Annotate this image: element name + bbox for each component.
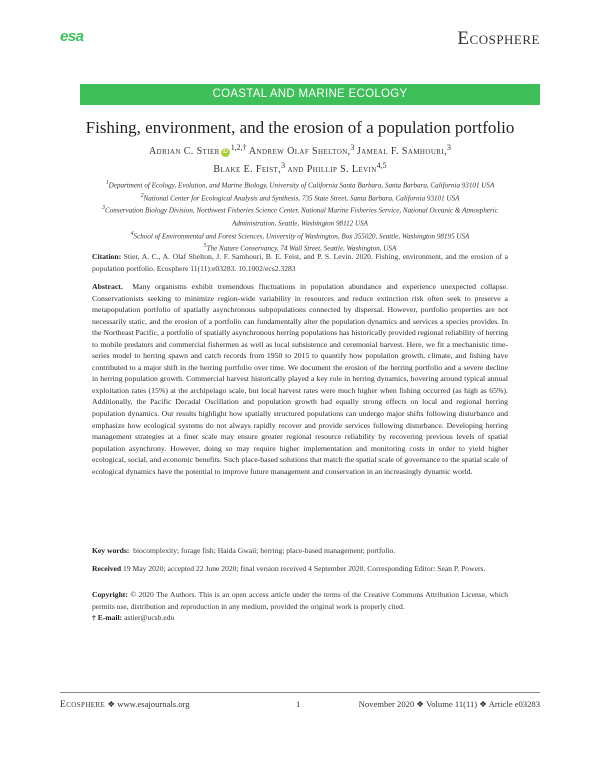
- abstract-label: Abstract.: [92, 282, 123, 291]
- affiliation: $^4$School of Environmental and Forest Sciences, University of Washington, Box 355020, Seattle, Washington 98195 USA: [130, 230, 470, 240]
- copyright: Copyright: © 2020 The Authors. This is an open access article under the terms of the Creative Commons Attribution License, which permits use, distribution and reproduction in any medium, provided the original work is properly cited.: [92, 590, 508, 611]
- author[interactable]: Jameal F. Samhouri,$^3$: [356, 143, 451, 158]
- author[interactable]: Andrew Olaf Shelton,$^3$: [248, 143, 355, 158]
- affiliation: $^5$The Nature Conservancy, 74 Wall Street, Seattle, Washington, USA: [203, 243, 397, 253]
- affiliation: $^3$Conservation Biology Division, Northwest Fisheries Science Center, National Marine Fisheries Service, National Oceanic & Atmospheric: [102, 205, 498, 215]
- footer-article: Article e03283: [488, 699, 540, 709]
- footer-separator: ❖: [107, 699, 116, 709]
- author[interactable]: Adrian C. Stier $iD^{1,2,\dagger}$: [149, 143, 247, 158]
- author-list: [80, 141, 520, 177]
- email-link[interactable]: astier@ucsb.edu: [124, 613, 175, 622]
- section-banner: COASTAL AND MARINE ECOLOGY: [80, 84, 540, 105]
- abstract-text: Many organisms exhibit tremendous fluctuations in population abundance and experience unexpected collapse. Conservationists seeking to minimize region-wide variability in resources and reduce extinction risk often seek to preserve a metapopulation portfolio of spatially asynchronous subpopulations connected by dispersal. However, portfolio properties are not necessarily static, and the erosion of a portfolio can fundamentally alter the population dynamics and services a species provides. In the Northeast Pacific, a portfolio of spatially asynchronous herring populations has historically provided regional reliability of herring to mobile predators and commercial fishermen as well as local subsistence and ceremonial harvest. Here, we fit a mechanistic time-series model to herring spawn and catch records from 1950 to 2015 to quantify how population growth, climate, and fishing have contributed to a major shift in the herring portfolio over time. We document the erosion of the herring portfolio and a severe decline in herring population growth. Commercial harvest historically played a key role in herring dynamics, hovering around typical annual exploitation rates (15%) at the archipelago scale, but local harvest rates were much higher when fishing occurred (as high as 65%). Additionally, the Pacific Decadal Oscillation and population growth had equally strong effects on local and regional herring population dynamics. Our results highlight how spatially structured populations can undergo major shifts following disturbance and emphasize how ecological systems do not always rapidly recover and provide services following disturbance. Developing herring management strategies at a finer scale may ensure greater regional resource reliability by recovering previous levels of spatial population asynchrony. However, doing so may require higher implementation and monitoring costs in order to yield higher ecological, social, and economic benefits. Such place-based solutions that match the spatial scale of governance to the spatial scale of ecological dynamics have the potential to improve future management and conservation in an increasingly dynamic world.: [92, 282, 509, 476]
- article-title: Fishing, environment, and the erosion of a population portfolio: [85, 118, 515, 137]
- footer-date: November 2020: [358, 699, 415, 709]
- affiliations: [60, 178, 540, 254]
- page-number: 1: [296, 699, 301, 709]
- affiliation: $^2$National Center for Ecological Analysis and Synthesis, 735 State Street, Santa Barbara, California 93101 USA: [140, 192, 460, 203]
- footer-journal: Ecosphere: [60, 700, 106, 710]
- footer-volume: Volume 11(11): [426, 699, 478, 709]
- affiliation: $^1$Department of Ecology, Evolution, and Marine Biology, University of California Santa Barbara, Santa Barbara, California 93101 USA: [105, 180, 495, 190]
- citation: Citation: Stier, A. C., A. Olaf Shelton, J. F. Samhouri, B. E. Feist, and P. S. Levin. 2020. Fishing, environment, and the erosion of a population portfolio. Ecosphere 11(11):e03283. 10.1002/ecs2.3283: [92, 252, 508, 273]
- esa-logo: esa: [60, 28, 84, 45]
- footer-url[interactable]: www.esajournals.org: [117, 699, 190, 709]
- footer-separator: ❖: [479, 699, 487, 709]
- orcid-icon[interactable]: iD: [222, 149, 229, 156]
- footer-separator: ❖: [416, 699, 425, 709]
- journal-name: Ecosphere: [457, 28, 540, 49]
- abstract: [92, 281, 508, 477]
- affiliation: Administration, Seattle, Washington 98112 USA: [232, 219, 368, 228]
- corresponding-email: † E-mail: astier@ucsb.edu: [92, 613, 175, 622]
- keywords: Key words: biocomplexity; forage fish; Haida Gwaii; herring; place-based management; portfolio.: [92, 546, 396, 555]
- footer-rule: [60, 692, 540, 693]
- received-dates: Received 19 May 2020; accepted 22 June 2020; final version received 4 September 2020. Corresponding Editor: Sean P. Powers.: [92, 564, 486, 573]
- author[interactable]: and Phillip S. Levin$^{4,5}$: [287, 161, 387, 176]
- author[interactable]: Blake E. Feist,$^3$: [213, 161, 286, 176]
